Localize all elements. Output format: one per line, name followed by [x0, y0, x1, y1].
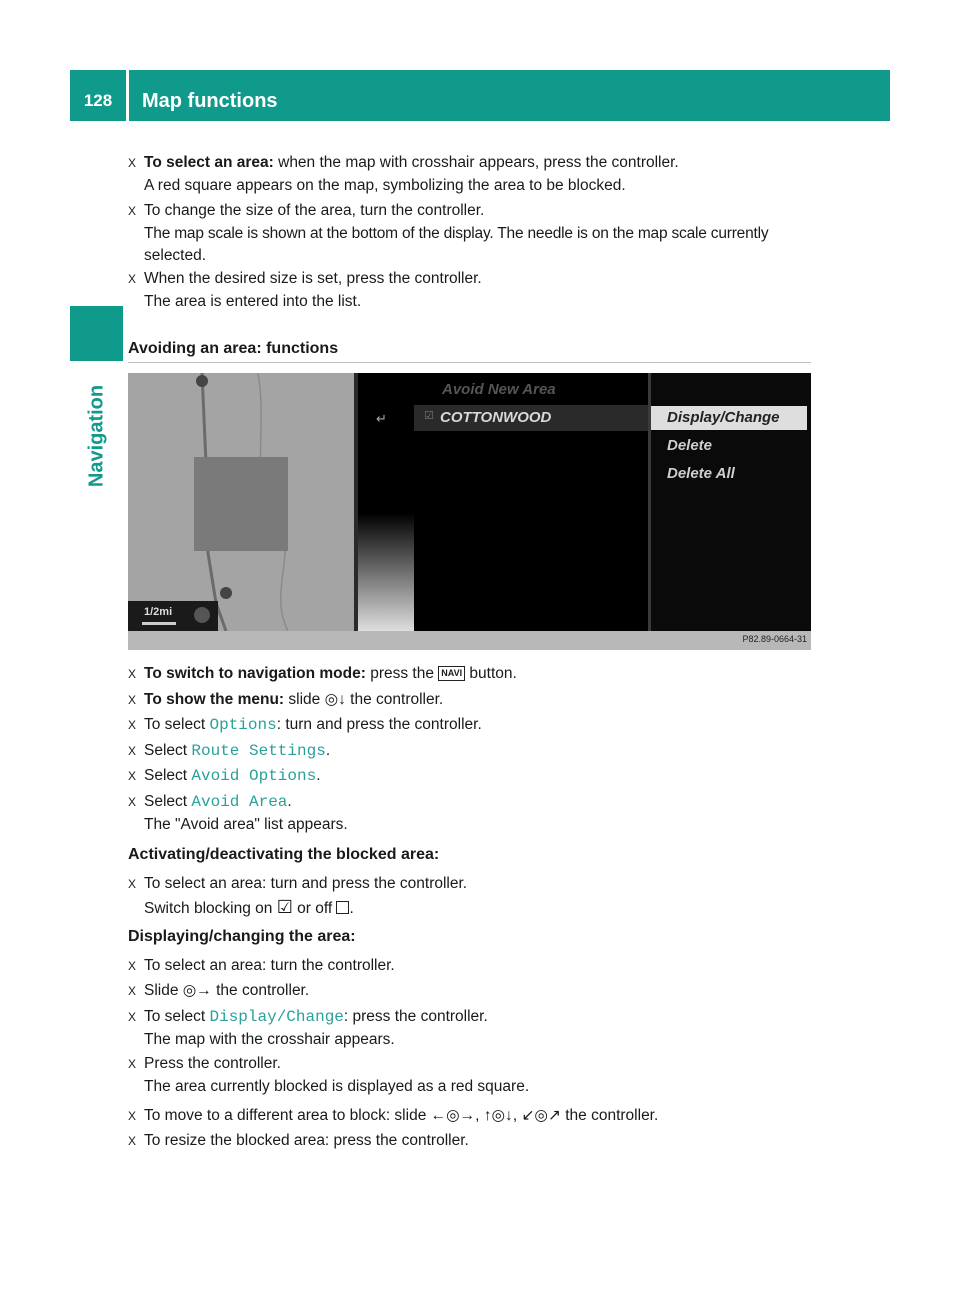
controller-right-icon: ◎→ [182, 982, 212, 999]
step-text: , [512, 1107, 522, 1124]
step-activate [128, 873, 467, 920]
step-text: To move to a different area to block: slide [144, 1107, 431, 1124]
controller-left-right-icon: ←◎→ [430, 1107, 476, 1124]
step-text: the controller. [211, 982, 310, 999]
section-title: Map functions [142, 90, 278, 112]
menu-item-display-change: Display/Change [209, 1008, 344, 1026]
bullet-arrow: X [128, 1109, 137, 1123]
step-result: A red square appears on the map, symbolizing the area to be blocked. [144, 176, 626, 194]
menu-item-avoid-options: Avoid Options [191, 767, 317, 785]
step-text: To select an area: turn and press the controller. [144, 875, 468, 892]
menu-header: Avoid New Area [442, 381, 556, 398]
bullet-arrow: X [128, 667, 137, 681]
step-bold: To show the menu: [144, 691, 285, 708]
subheading-activating: Activating/deactivating the blocked area: [128, 846, 440, 863]
step-navigation-mode [128, 663, 517, 686]
step-text: To select an area: turn the controller. [144, 957, 395, 974]
step-result: . [349, 899, 354, 917]
navi-key-icon: NAVI [438, 666, 465, 681]
step-select-options [128, 714, 482, 737]
step-text: when the map with crosshair appears, press the controller. [273, 154, 679, 171]
step-result: or off [292, 899, 337, 917]
step-text: . [325, 742, 331, 759]
bullet-arrow: X [128, 959, 137, 973]
step-text: To change the size of the area, turn the controller. [144, 202, 485, 219]
step-text: Press the controller. [144, 1055, 281, 1072]
bullet-arrow: X [128, 769, 137, 783]
step-text: Select [144, 793, 192, 810]
highway-shield-icon [220, 587, 232, 599]
step-bold: To select an area: [144, 154, 274, 171]
bullet-arrow: X [128, 984, 137, 998]
step-slide-right [128, 980, 309, 1003]
step-result: Switch blocking on [144, 899, 277, 917]
blocked-area-square [194, 457, 288, 551]
controller-diagonal-icon: ↙◎↗ [521, 1107, 561, 1124]
step-move-area [128, 1105, 658, 1128]
bullet-arrow: X [128, 204, 137, 218]
figure-code: P82.89-0664-31 [742, 634, 807, 644]
step-text: slide [284, 691, 325, 708]
menu-item-avoid-area: Avoid Area [191, 793, 288, 811]
compass-icon [194, 607, 210, 623]
step-result: The area is entered into the list. [144, 292, 362, 310]
step-text: Select [144, 742, 192, 759]
highway-shield-icon [196, 375, 208, 387]
options-panel [651, 373, 811, 631]
step-press-controller [128, 1053, 529, 1098]
step-text: To resize the blocked area: press the controller. [144, 1132, 469, 1149]
page-header [70, 70, 890, 121]
step-text: To select [144, 716, 210, 733]
option-delete-all[interactable]: Delete All [667, 465, 735, 482]
heading-rule [128, 362, 811, 363]
step-turn-controller [128, 955, 395, 978]
step-result: The map with the crosshair appears. [144, 1030, 395, 1048]
checkbox-icon: ☑ [424, 410, 434, 422]
step-result: The "Avoid area" list appears. [144, 815, 348, 833]
step-text: Slide [144, 982, 183, 999]
back-icon[interactable]: ↵ [376, 411, 387, 426]
step-display-change [128, 1006, 488, 1051]
step-text: the controller. [560, 1107, 659, 1124]
step-result: selected. [144, 247, 207, 264]
bullet-arrow: X [128, 744, 137, 758]
section-heading: Avoiding an area: functions [128, 340, 339, 357]
step-route-settings [128, 740, 330, 763]
controller-down-icon: ◎↓ [324, 691, 346, 708]
step-show-menu [128, 689, 443, 712]
figure-caption-bar [128, 631, 811, 650]
step-avoid-area [128, 791, 348, 836]
checkbox-empty-icon [336, 901, 349, 914]
controller-up-down-icon: ↑◎↓ [483, 1107, 513, 1124]
scroll-gradient [358, 513, 414, 631]
header-divider [126, 70, 129, 121]
option-display-change[interactable]: Display/Change [667, 409, 780, 426]
step-text: . [316, 767, 321, 784]
step-desired-size [128, 268, 482, 313]
map-scale: 1/2mi [144, 606, 173, 618]
navigation-screenshot [128, 373, 811, 650]
step-text: Select [144, 767, 192, 784]
step-text: , [475, 1107, 484, 1124]
bullet-arrow: X [128, 795, 137, 809]
bullet-arrow: X [128, 877, 137, 891]
side-label: Navigation [85, 384, 108, 488]
step-select-area [128, 152, 679, 197]
bullet-arrow: X [128, 1134, 137, 1148]
list-entry: COTTONWOOD [440, 409, 552, 426]
option-delete[interactable]: Delete [667, 437, 713, 454]
bullet-arrow: X [128, 272, 137, 286]
step-bold: To switch to navigation mode: [144, 665, 366, 682]
page-number: 128 [83, 91, 113, 110]
step-text: When the desired size is set, press the controller. [144, 270, 482, 287]
step-resize [128, 1130, 469, 1153]
map-panel [128, 373, 354, 631]
scale-panel [128, 601, 218, 631]
bullet-arrow: X [128, 718, 137, 732]
step-text: the controller. [345, 691, 444, 708]
subheading-displaying: Displaying/changing the area: [128, 928, 356, 945]
menu-item-route-settings: Route Settings [191, 742, 326, 760]
bullet-arrow: X [128, 156, 137, 170]
step-result: The area currently blocked is displayed as a red square. [144, 1077, 530, 1095]
step-text: : turn and press the controller. [276, 716, 482, 733]
step-text: : press the controller. [343, 1008, 488, 1025]
step-avoid-options [128, 765, 321, 788]
checkbox-checked-icon: ☑ [276, 896, 293, 917]
side-tab [70, 306, 123, 361]
scale-bar [142, 622, 176, 625]
step-change-size [128, 200, 768, 268]
bullet-arrow: X [128, 1010, 137, 1024]
step-result: The map scale is shown at the bottom of the display. The needle is on the map scale currently [144, 224, 769, 242]
list-row[interactable] [414, 405, 648, 431]
bullet-arrow: X [128, 693, 137, 707]
step-text: To select [144, 1008, 210, 1025]
bullet-arrow: X [128, 1057, 137, 1071]
step-text: . [287, 793, 292, 810]
menu-item-options: Options [209, 716, 277, 734]
step-text: press the [365, 665, 439, 682]
list-panel [358, 373, 648, 631]
step-text: button. [465, 665, 517, 682]
